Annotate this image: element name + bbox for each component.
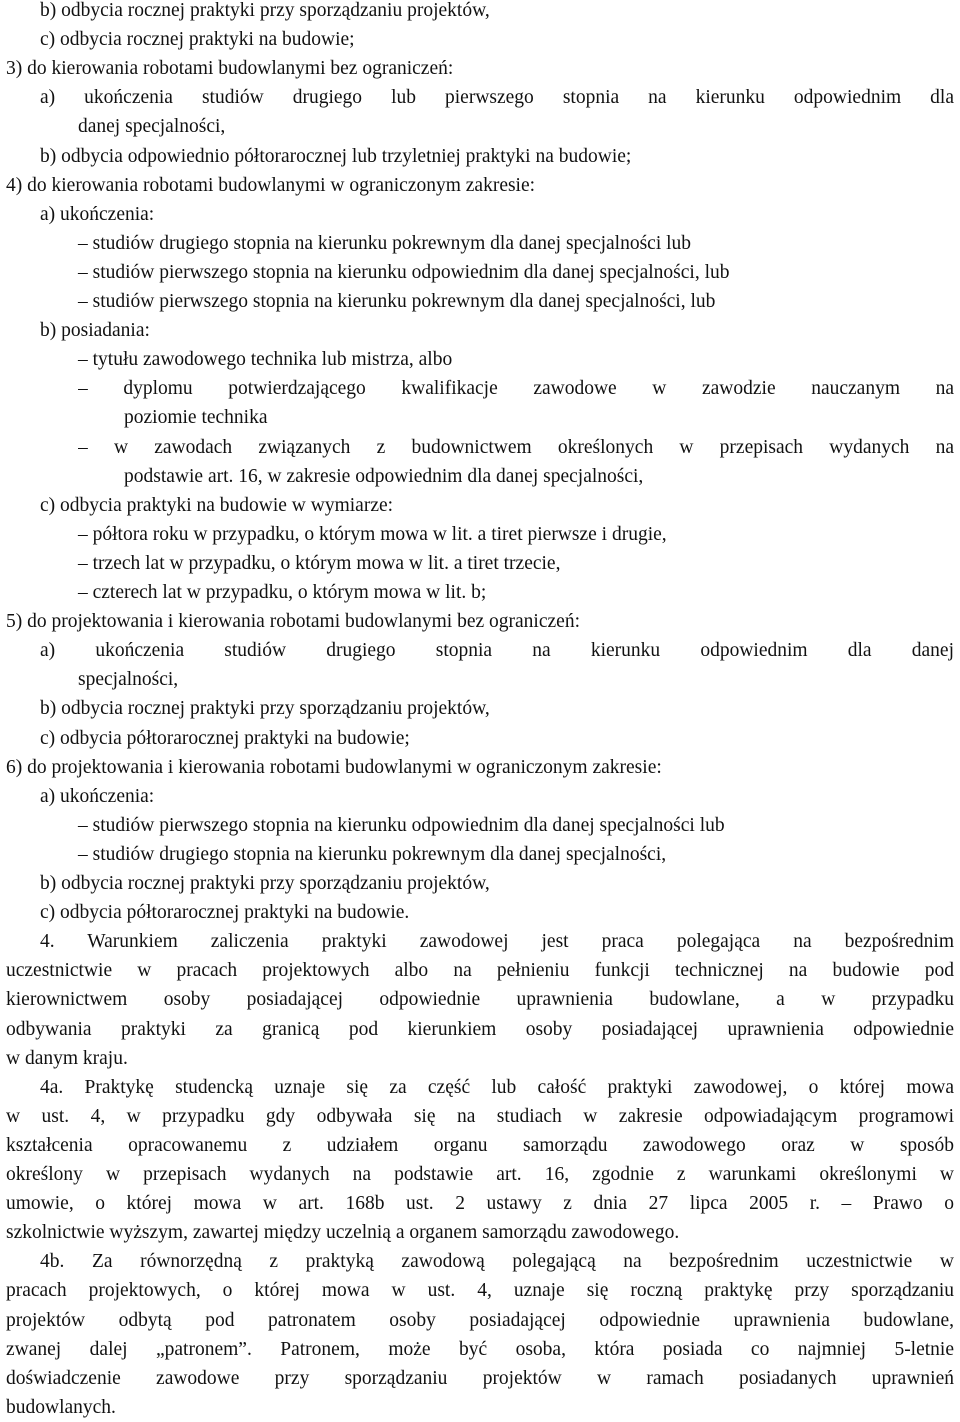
text-line: 4a. Praktykę studencką uznaje się za część lub całość praktyki zawodowej, o której mowa xyxy=(40,1076,954,1098)
text-line: odbywania praktyki za granicą pod kierunkiem osoby posiadającej uprawnienia odpowiednie xyxy=(6,1018,954,1040)
text-line: – trzech lat w przypadku, o którym mowa w lit. a tiret trzecie, xyxy=(78,552,561,574)
text-line: danej specjalności, xyxy=(78,116,226,138)
text-line: – półtora roku w przypadku, o którym mowa w lit. a tiret pierwsze i drugie, xyxy=(78,523,667,545)
text-line: poziomie technika xyxy=(124,407,268,429)
text-line: a) ukończenia studiów drugiego lub pierwszego stopnia na kierunku odpowiednim dla xyxy=(40,87,954,109)
text-line: 4b. Za równorzędną z praktyką zawodową polegającą na bezpośrednim uczestnictwie w xyxy=(40,1251,954,1273)
text-line: – w zawodach związanych z budownictwem określonych w przepisach wydanych na xyxy=(78,436,954,458)
text-line: 6) do projektowania i kierowania robotami budowlanymi w ograniczonym zakresie: xyxy=(6,756,662,778)
text-line: b) odbycia rocznej praktyki przy sporządzaniu projektów, xyxy=(40,698,490,720)
text-line: zwanej dalej „patronem”. Patronem, może być osoba, która posiada co najmniej 5-letnie xyxy=(6,1338,954,1360)
text-line: – studiów pierwszego stopnia na kierunku odpowiednim dla danej specjalności, lub xyxy=(78,261,730,283)
text-line: kierownictwem osoby posiadającej odpowiednie uprawnienia budowlane, a w przypadku xyxy=(6,989,954,1011)
text-line: podstawie art. 16, w zakresie odpowiednim dla danej specjalności, xyxy=(124,465,644,487)
text-line: 5) do projektowania i kierowania robotami budowlanymi bez ograniczeń: xyxy=(6,611,580,633)
text-line: b) odbycia rocznej praktyki przy sporządzaniu projektów, xyxy=(40,873,490,894)
text-line: – dyplomu potwierdzającego kwalifikacje zawodowe w zawodzie nauczanym na xyxy=(78,378,954,400)
text-line: – czterech lat w przypadku, o którym mowa w lit. b; xyxy=(78,582,487,603)
text-line: projektów odbytą pod patronatem osoby posiadającej odpowiednie uprawnienia budowlane, xyxy=(6,1309,954,1331)
text-line: b) odbycia odpowiednio półtorarocznej lub trzyletniej praktyki na budowie; xyxy=(40,145,632,167)
text-line: – studiów pierwszego stopnia na kierunku pokrewnym dla danej specjalności, lub xyxy=(78,291,716,312)
text-line: c) odbycia półtorarocznej praktyki na budowie. xyxy=(40,902,410,924)
text-line: kształcenia opracowanemu z udziałem organu samorządu zawodowego oraz w sposób xyxy=(6,1134,954,1156)
text-line: umowie, o której mowa w art. 168b ust. 2 ustawy z dnia 27 lipca 2005 r. – Prawo o xyxy=(6,1193,954,1215)
text-line: szkolnictwie wyższym, zawartej między uczelnią a organem samorządu zawodowego. xyxy=(6,1222,680,1244)
text-line: – tytułu zawodowego technika lub mistrza, albo xyxy=(78,349,453,371)
text-line: 3) do kierowania robotami budowlanymi bez ograniczeń: xyxy=(6,58,454,80)
text-line: budowlanych. xyxy=(6,1396,116,1418)
text-line: b) odbycia rocznej praktyki przy sporządzaniu projektów, xyxy=(40,0,490,21)
text-line: b) posiadania: xyxy=(40,320,150,342)
text-line: doświadczenie zawodowe przy sporządzaniu projektów w ramach posiadanych uprawnień xyxy=(6,1367,954,1389)
text-line: 4. Warunkiem zaliczenia praktyki zawodowej jest praca polegająca na bezpośrednim xyxy=(40,931,954,953)
text-line: c) odbycia praktyki na budowie w wymiarze: xyxy=(40,494,394,516)
text-line: a) ukończenia studiów drugiego stopnia na kierunku odpowiednim dla danej xyxy=(40,640,954,662)
text-line: c) odbycia półtorarocznej praktyki na budowie; xyxy=(40,727,410,749)
text-line: a) ukończenia: xyxy=(40,203,155,225)
text-line: określony w przepisach wydanych na podstawie art. 16, zgodnie z warunkami określonymi w xyxy=(6,1164,954,1185)
text-line: c) odbycia rocznej praktyki na budowie; xyxy=(40,29,355,51)
text-line: pracach projektowych, o której mowa w ust. 4, uznaje się roczną praktykę przy sporządzaniu xyxy=(6,1280,954,1302)
text-line: w ust. 4, w przypadku gdy odbywała się na studiach w zakresie odpowiadającym programowi xyxy=(6,1105,954,1127)
text-line: a) ukończenia: xyxy=(40,785,155,807)
text-line: w danym kraju. xyxy=(6,1047,128,1069)
text-line: – studiów drugiego stopnia na kierunku pokrewnym dla danej specjalności, xyxy=(78,843,667,865)
text-line: uczestnictwie w pracach projektowych albo na pełnieniu funkcji technicznej na budowie pod xyxy=(6,960,954,982)
text-line: – studiów drugiego stopnia na kierunku pokrewnym dla danej specjalności lub xyxy=(78,232,692,254)
text-line: 4) do kierowania robotami budowlanymi w ograniczonym zakresie: xyxy=(6,174,536,196)
text-line: specjalności, xyxy=(78,669,179,691)
text-line: – studiów pierwszego stopnia na kierunku odpowiednim dla danej specjalności lub xyxy=(78,814,725,836)
